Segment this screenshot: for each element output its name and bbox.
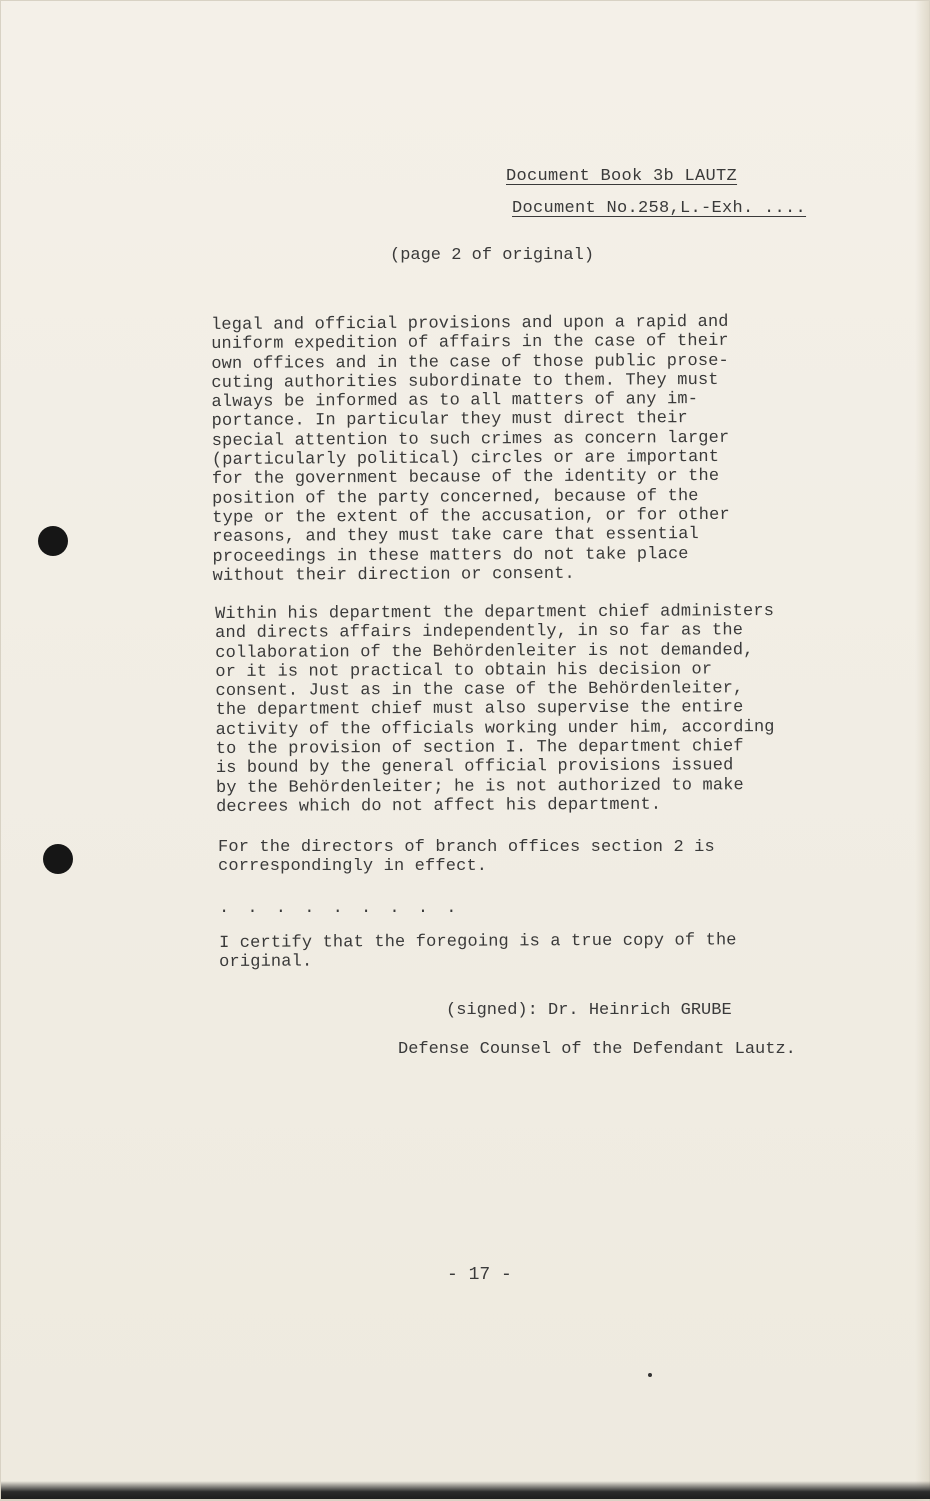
certification-statement: I certify that the foregoing is a true copy of the original. <box>219 931 737 973</box>
document-number-label: Document No.258,L.-Exh. .... <box>512 199 807 218</box>
paper-speck <box>648 1373 652 1377</box>
page-number: - 17 - <box>447 1265 512 1285</box>
body-paragraph-3: For the directors of branch offices section 2 is correspondingly in effect. <box>218 838 715 877</box>
scan-bottom-border <box>1 1481 930 1499</box>
punch-hole-icon <box>43 844 73 874</box>
omission-dots: . . . . . . . . . <box>219 899 461 918</box>
document-book-label: Document Book 3b LAUTZ <box>506 167 738 186</box>
body-paragraph-1: legal and official provisions and upon a rapid and uniform expedition of affairs in the case of their own offices and in the case of those public prose- cuting authorities subordinate to them. They must always be informed as to all matters of any im- portance. In particular they must direct their special attention to such crimes as concern larger (particularly political) circles or are important for the government because of the identity or the position of the party concerned, because of the type or the extent of the accusation, or for other reasons, and they must take care that essential proceedings in these matters do not take place without their direction or consent. <box>211 312 730 586</box>
punch-hole-icon <box>38 526 68 556</box>
signature-line: (signed): Dr. Heinrich GRUBE <box>446 1001 732 1020</box>
signatory-title: Defense Counsel of the Defendant Lautz. <box>398 1040 796 1059</box>
original-page-reference: (page 2 of original) <box>390 246 595 265</box>
page-edge-shadow <box>915 1 929 1501</box>
body-paragraph-2: Within his department the department chief administers and directs affairs independently, in so far as the collaboration of the Behördenleiter is not demanded, or it is not practical to obtain his decision or consent. Just as in the case of the Behördenleiter, the department chief must also supervise the entire activity of the officials working under him, according to the provision of section I. The department chief is bound by the general official provisions issued by the Behördenleiter; he is not authorized to make decrees which do not affect his department. <box>215 602 775 817</box>
